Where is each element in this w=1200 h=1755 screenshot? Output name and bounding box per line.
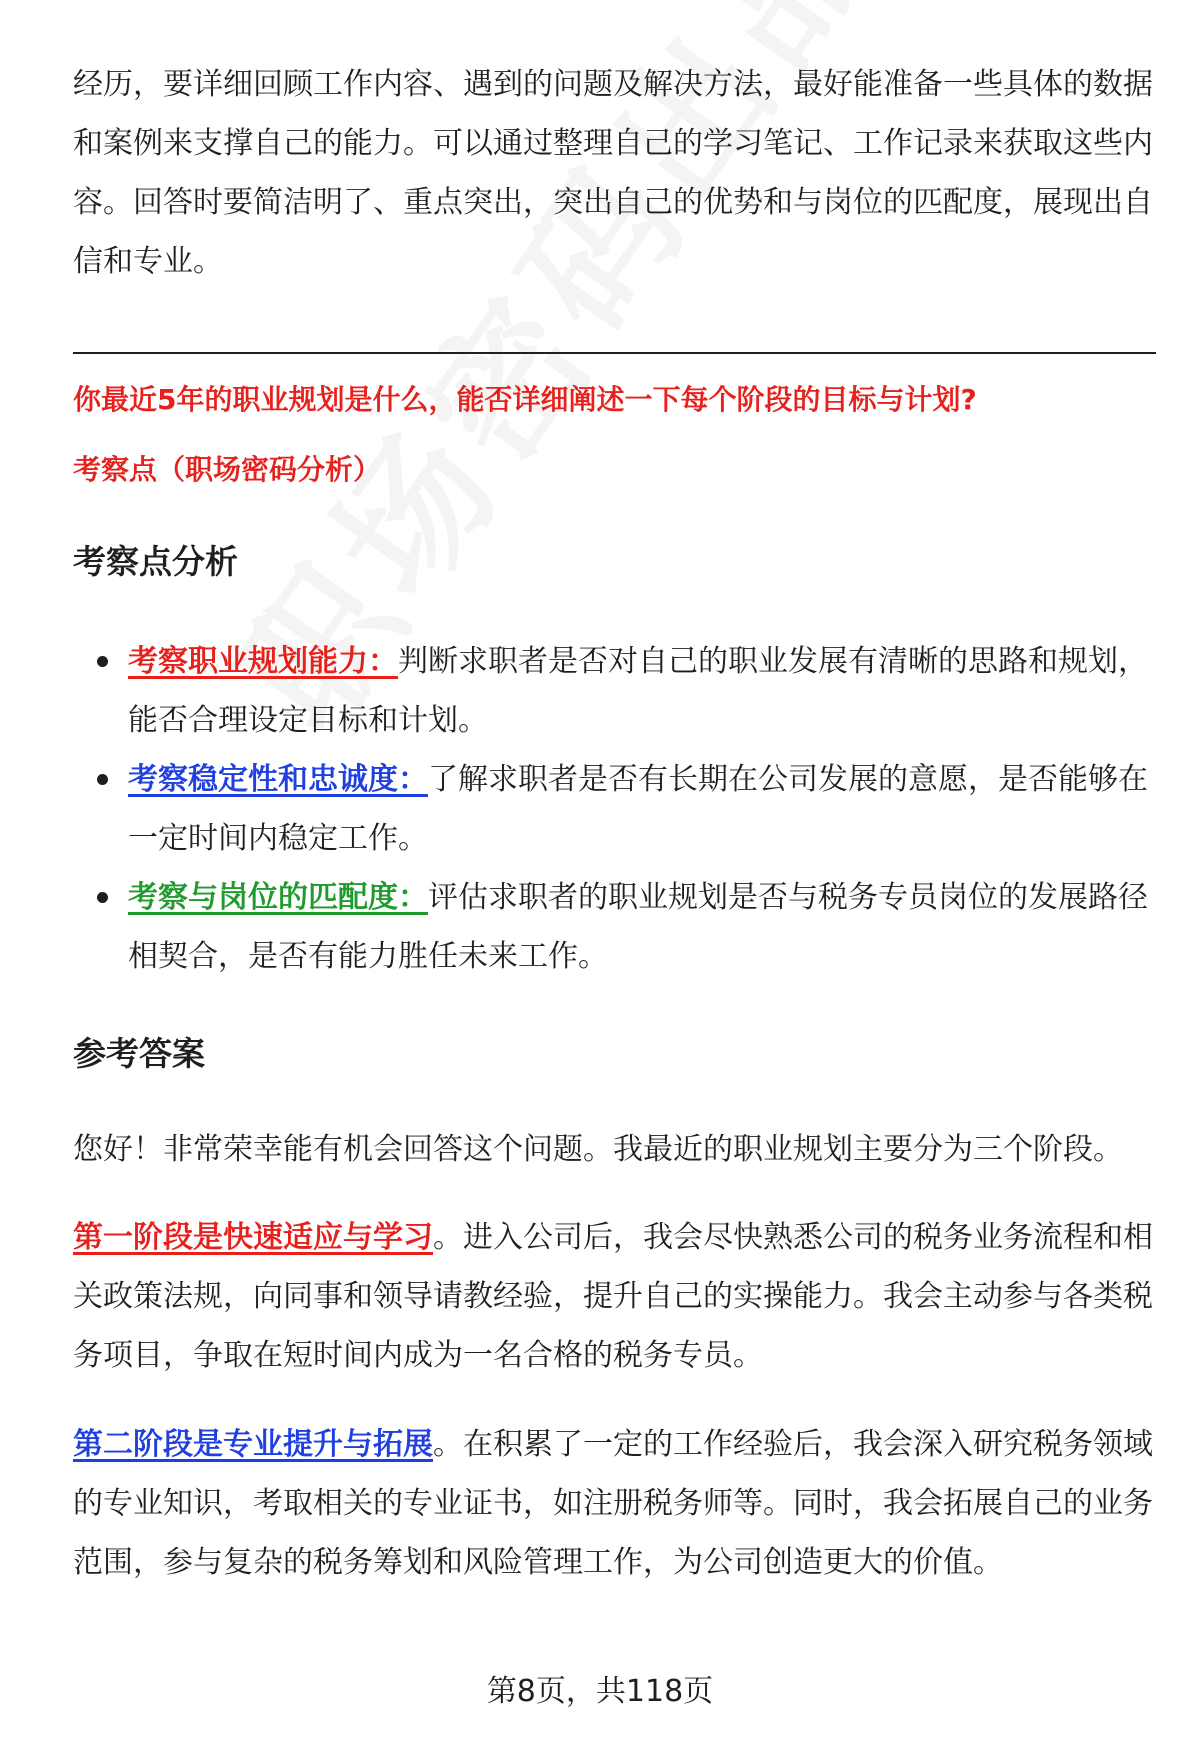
bullet-icon (97, 774, 108, 785)
bullet-icon (97, 656, 108, 667)
stage-two-paragraph (73, 1415, 1153, 1592)
stage-one-text: 。进入公司后，我会尽快熟悉公司的税务业务流程和相关政策法规，向同事和领导请教经验，提升自己的实操能力。我会主动参与各类税务项目，争取在短时间内成为一名合格的税务专员。 (73, 1220, 1153, 1373)
point-keyword: 考察稳定性和忠诚度： (128, 762, 428, 797)
sub-question-title: 考察点（职场密码分析） (73, 453, 382, 486)
stage-two-keyword: 第二阶段是专业提升与拓展 (73, 1427, 433, 1462)
bullet-icon (97, 892, 108, 903)
question-title: 你最近5年的职业规划是什么，能否详细阐述一下每个阶段的目标与计划? (73, 383, 977, 416)
answer-intro: 您好！非常荣幸能有机会回答这个问题。我最近的职业规划主要分为三个阶段。 (73, 1132, 1123, 1167)
analysis-points-list (73, 632, 1153, 986)
answer-heading: 参考答案 (73, 1034, 205, 1073)
intro-paragraph: 经历，要详细回顾工作内容、遇到的问题及解决方法，最好能准备一些具体的数据和案例来支撑自己的能力。可以通过整理自己的学习笔记、工作记录来获取这些内容。回答时要简洁明了、重点突出，突出自己的优势和与岗位的匹配度，展现出自信和专业。 (73, 67, 1153, 279)
point-keyword: 考察与岗位的匹配度： (128, 880, 428, 915)
page-footer: 第8页，共118页 (486, 1674, 714, 1709)
point-text: 判断求职者是否对自己的职业发展有清晰的思路和规划，能否合理设定目标和计划。 (128, 644, 1148, 738)
stage-one-paragraph (73, 1208, 1153, 1385)
stage-two-text: 。在积累了一定的工作经验后，我会深入研究税务领域的专业知识，考取相关的专业证书，如注册税务师等。同时，我会拓展自己的业务范围，参与复杂的税务筹划和风险管理工作，为公司创造更大的价值。 (73, 1427, 1153, 1580)
point-keyword: 考察职业规划能力： (128, 644, 398, 679)
stage-one-keyword: 第一阶段是快速适应与学习 (73, 1220, 433, 1255)
analysis-point (73, 750, 1153, 868)
analysis-point (73, 632, 1153, 750)
point-text: 评估求职者的职业规划是否与税务专员岗位的发展路径相契合，是否有能力胜任未来工作。 (128, 880, 1148, 974)
analysis-point (73, 868, 1153, 986)
analysis-heading: 考察点分析 (73, 542, 238, 581)
section-divider (73, 352, 1156, 354)
point-text: 了解求职者是否有长期在公司发展的意愿，是否能够在一定时间内稳定工作。 (128, 762, 1148, 856)
